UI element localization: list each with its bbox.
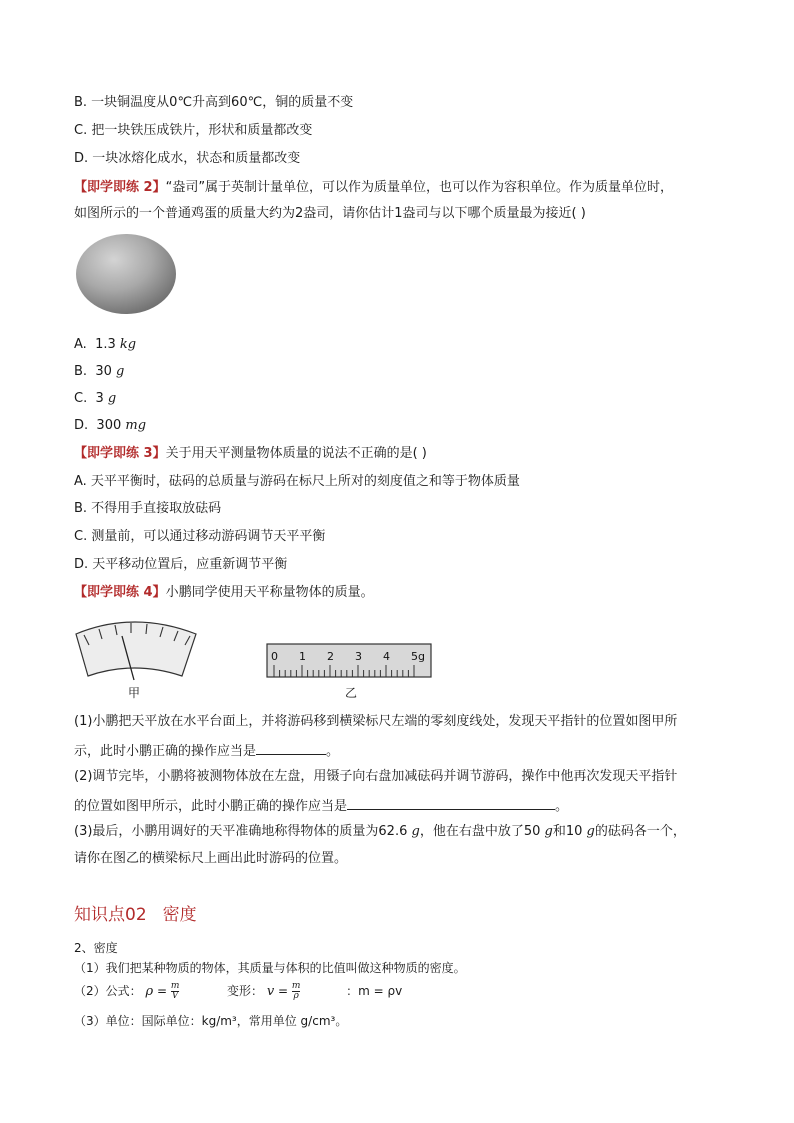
ruler-tick-label: 5g: [411, 650, 425, 663]
q1-option-d: D. 一块冰熔化成水，状态和质量都改变: [74, 151, 301, 166]
balance-dial-figure: [72, 614, 202, 684]
ruler-tick-label: 3: [355, 650, 362, 663]
density-number: 2、密度: [74, 941, 118, 955]
section-title: 密度: [162, 905, 197, 925]
q4-sub1-line1: (1)小鹏把天平放在水平台面上，并将游码移到横梁标尺左端的零刻度线处，发现天平指针的位置如图甲所: [74, 714, 678, 729]
q2-option-b: B. 30 g: [74, 364, 125, 379]
q4-stem: 【即学即练 4】小鹏同学使用天平称量物体的质量。: [74, 585, 374, 600]
q2-option-a: A. 1.3 kg: [74, 337, 137, 352]
fig-yi-label: 乙: [345, 686, 358, 700]
q3-option-b: B. 不得用手直接取放砝码: [74, 501, 222, 516]
q4-sub2-line2: 的位置如图甲所示，此时小鹏正确的操作应当是 。: [74, 795, 568, 817]
q4-tag: 【即学即练 4】: [74, 585, 166, 600]
q4-sub3-line2: 请你在图乙的横梁标尺上画出此时游码的位置。: [74, 851, 348, 866]
q2-option-d: D. 300 mg: [74, 418, 147, 433]
q3-tag: 【即学即练 3】: [74, 446, 166, 461]
density-p3: （3）单位：国际单位：kg/m³，常用单位 g/cm³。: [74, 1014, 348, 1028]
q2-option-c: C. 3 g: [74, 391, 117, 406]
ruler-tick-label: 2: [327, 650, 334, 663]
ruler-tick-label: 1: [299, 650, 306, 663]
ruler-tick-label: 0: [271, 650, 278, 663]
fig-jia-label: 甲: [128, 686, 141, 700]
answer-blank-1[interactable]: [256, 740, 326, 755]
ruler-tick-label: 4: [383, 650, 390, 663]
beam-ruler-figure: [266, 643, 432, 679]
density-formula-line: （2）公式： ρ = $\frac{m}{V}$ 变形： v = $\frac{m}{\rho}$ ：m = ρv: [74, 981, 403, 1001]
q4-sub2-line1: (2)调节完毕，小鹏将被测物体放在左盘，用镊子向右盘加减砝码并调节游码，操作中他再次发现天平指针: [74, 769, 678, 784]
q3-option-a: A. 天平平衡时，砝码的总质量与游码在标尺上所对的刻度值之和等于物体质量: [74, 474, 520, 489]
q3-option-c: C. 测量前，可以通过移动游码调节天平平衡: [74, 529, 326, 544]
q3-stem: 【即学即练 3】关于用天平测量物体质量的说法不正确的是( ): [74, 446, 427, 461]
q2-tag: 【即学即练 2】: [74, 180, 166, 195]
density-p1: （1）我们把某种物质的物体，其质量与体积的比值叫做这种物质的密度。: [74, 961, 466, 975]
section-label: 知识点02: [74, 905, 147, 925]
q2-stem-line2: 如图所示的一个普通鸡蛋的质量大约为2盎司，请你估计1盎司与以下哪个质量最为接近( ): [74, 206, 586, 221]
q1-option-b: B. 一块铜温度从0℃升高到60℃，铜的质量不变: [74, 95, 354, 110]
q2-stem-text: “盎司”属于英制计量单位，可以作为质量单位，也可以作为容积单位。作为质量单位时，: [165, 180, 674, 195]
answer-blank-2[interactable]: [347, 795, 555, 810]
q1-option-c: C. 把一块铁压成铁片，形状和质量都改变: [74, 123, 313, 138]
q3-option-d: D. 天平移动位置后，应重新调节平衡: [74, 557, 288, 572]
section-heading: [74, 903, 197, 927]
q4-sub1-line2: 示，此时小鹏正确的操作应当是 。: [74, 740, 339, 762]
q2-stem-line1: [74, 178, 673, 198]
egg-image: [74, 232, 180, 316]
q4-sub3-line1: (3)最后，小鹏用调好的天平准确地称得物体的质量为62.6 g，他在右盘中放了50 g和10 g的砝码各一个，: [74, 824, 686, 839]
